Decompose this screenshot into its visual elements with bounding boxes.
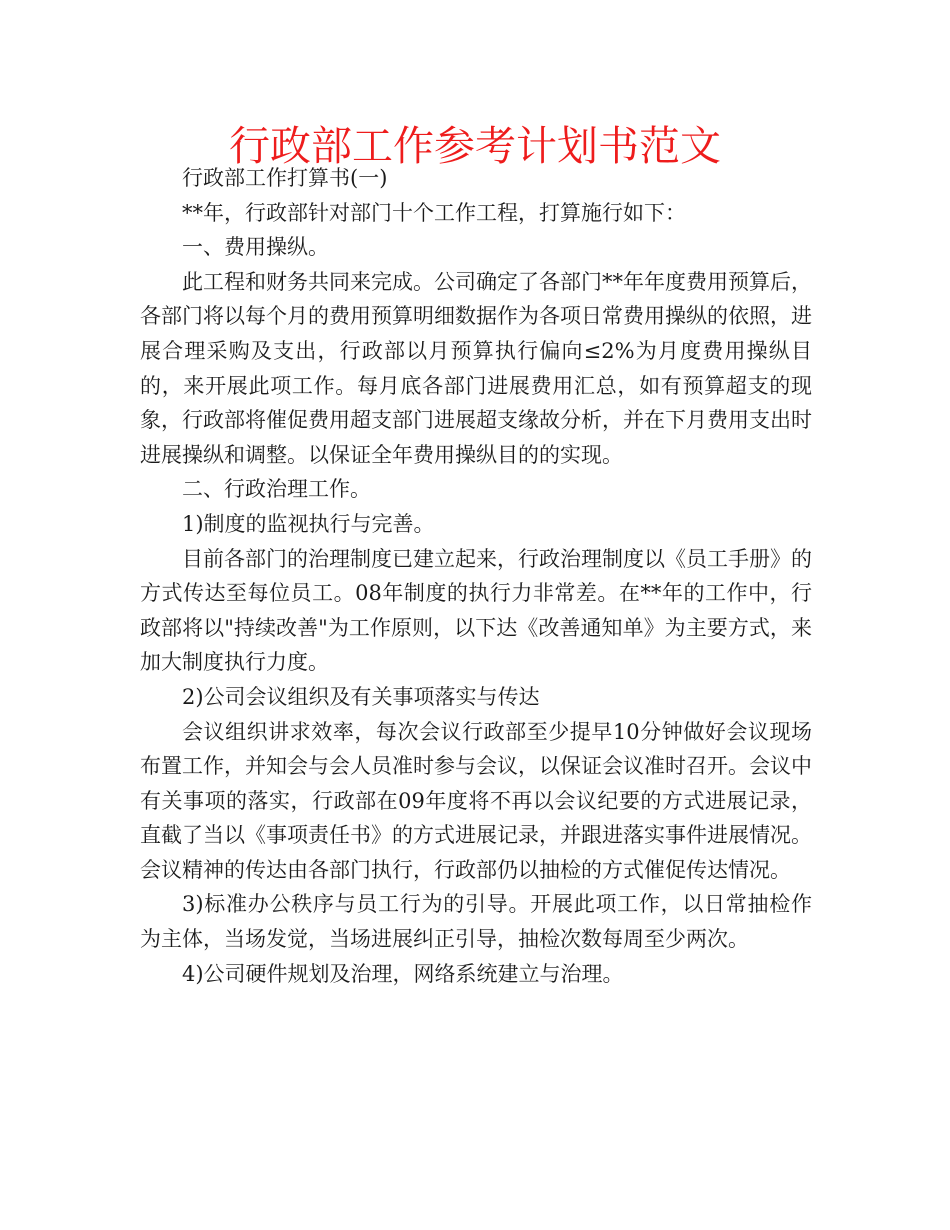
paragraph: 3)标准办公秩序与员工行为的引导。开展此项工作，以日常抽检作为主体，当场发觉，当场进展纠正引导，抽检次数每周至少两次。: [140, 892, 812, 952]
paragraph: 1)制度的监视执行与完善。: [182, 511, 435, 536]
paragraph: 此工程和财务共同来完成。公司确定了各部门**年年度费用预算后，各部门将以每个月的费用预算明细数据作为各项日常费用操纵的依照，进展合理采购及支出，行政部以月预算执行偏向≤2%为月度费用操纵目的，来开展此项工作。每月底各部门进展费用汇总，如有预算超支的现象，行政部将催促费用超支部门进展超支缘故分析，并在下月费用支出时进展操纵和调整。以保证全年费用操纵目的的实现。: [140, 269, 812, 467]
paragraph: 二、行政治理工作。: [182, 477, 371, 502]
document-title: 行政部工作参考计划书范文: [229, 122, 721, 170]
paragraph: 会议组织讲求效率，每次会议行政部至少提早10分钟做好会议现场布置工作，并知会与会人员准时参与会议，以保证会议准时召开。会议中有关事项的落实，行政部在09年度将不再以会议纪要的方式进展记录，直截了当以《事项责任书》的方式进展记录，并跟进落实事件进展情况。会议精神的传达由各部门执行，行政部仍以抽检的方式催促传达情况。: [140, 719, 812, 882]
paragraph: 目前各部门的治理制度已建立起来，行政治理制度以《员工手册》的方式传达至每位员工。08年制度的执行力非常差。在**年的工作中，行政部将以"持续改善"为工作原则，以下达《改善通知单》为主要方式，来加大制度执行力度。: [140, 546, 812, 675]
paragraph: **年，行政部针对部门十个工作工程，打算施行如下：: [182, 200, 686, 225]
paragraph: 行政部工作打算书(一): [182, 166, 388, 190]
paragraph: 一、费用操纵。: [182, 235, 329, 260]
document-body: [140, 161, 812, 991]
paragraph: 2)公司会议组织及有关事项落实与传达: [182, 684, 540, 709]
paragraph: 4)公司硬件规划及治理，网络系统建立与治理。: [182, 961, 624, 986]
